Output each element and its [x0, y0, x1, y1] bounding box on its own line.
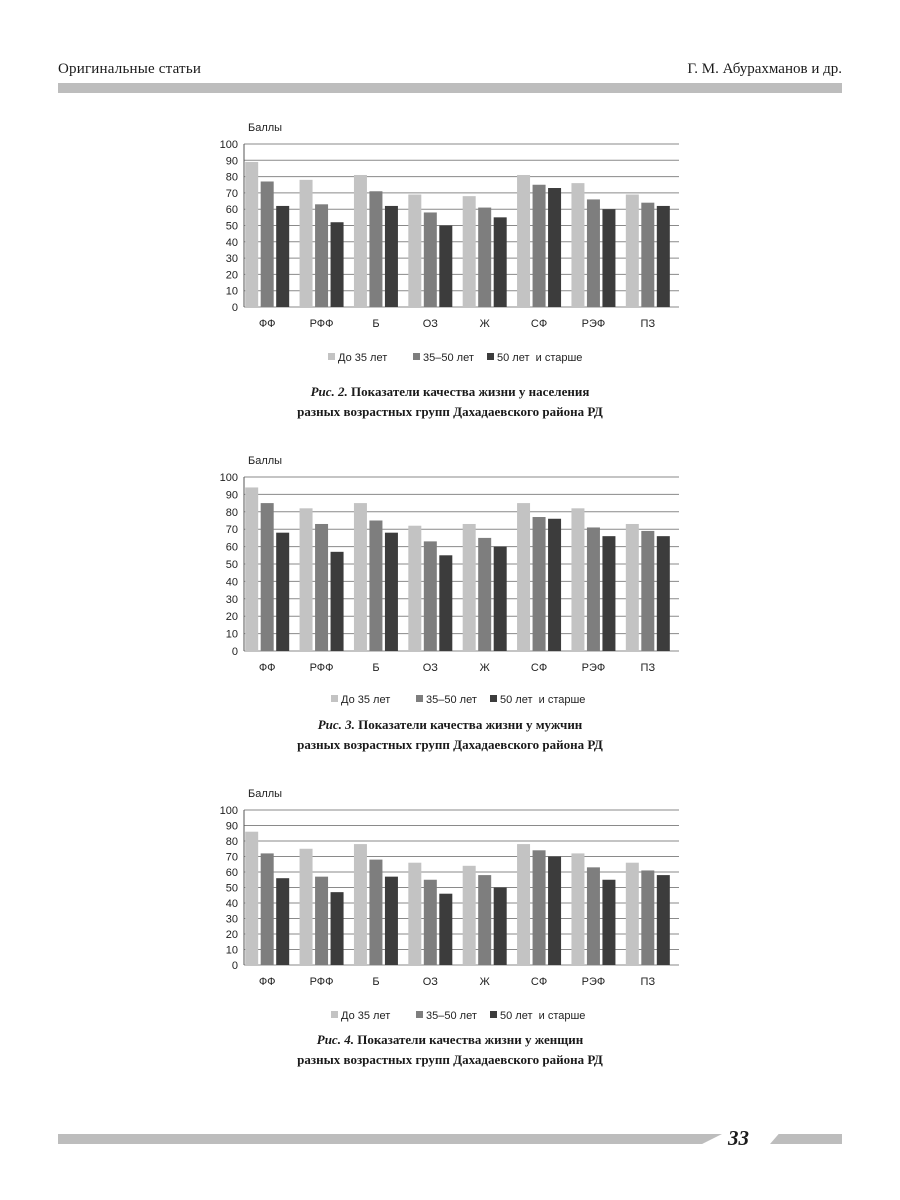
legend-label: До 35 лет — [341, 1010, 391, 1022]
figure-4-caption-line2: разных возрастных групп Дахадаевского района РД — [297, 1052, 603, 1067]
figure-2-chart — [200, 115, 700, 375]
x-category-label: РФФ — [309, 976, 334, 988]
bar — [424, 212, 437, 307]
legend-swatch — [331, 695, 338, 702]
bar — [315, 204, 328, 307]
bar — [602, 880, 615, 965]
bar — [245, 162, 258, 307]
running-head-section: Оригинальные статьи — [58, 61, 202, 77]
bar — [331, 552, 344, 651]
bar — [533, 850, 546, 965]
x-category-label: Ж — [479, 976, 490, 988]
bar — [385, 877, 398, 965]
x-category-label: ФФ — [258, 318, 276, 330]
bar — [315, 877, 328, 965]
running-head-authors: Г. М. Абурахманов и др. — [687, 61, 842, 77]
footer-rule-right — [770, 1134, 842, 1144]
bar — [478, 538, 491, 651]
x-category-label: Б — [372, 662, 380, 674]
bar — [245, 487, 258, 651]
bar — [369, 521, 382, 652]
x-category-label: РЭФ — [581, 976, 606, 988]
bar — [354, 503, 367, 651]
bar — [463, 196, 476, 307]
y-tick-label: 60 — [225, 867, 238, 879]
bar — [657, 206, 670, 307]
bar — [408, 526, 421, 651]
y-axis-title: Баллы — [248, 788, 283, 800]
x-category-label: РЭФ — [581, 662, 606, 674]
bar — [369, 860, 382, 965]
legend-swatch — [413, 353, 420, 360]
y-tick-label: 0 — [231, 302, 238, 314]
bar — [494, 888, 507, 966]
x-category-label: ФФ — [258, 976, 276, 988]
bar — [626, 524, 639, 651]
bar — [463, 866, 476, 965]
x-category-label: РФФ — [309, 318, 334, 330]
figure-3-caption-line2: разных возрастных групп Дахадаевского района РД — [297, 737, 603, 752]
bar — [494, 217, 507, 307]
y-tick-label: 60 — [225, 541, 238, 554]
bar — [300, 849, 313, 965]
y-tick-label: 40 — [225, 898, 238, 910]
legend-swatch — [328, 353, 335, 360]
legend-label: 50 лет и старше — [500, 1010, 586, 1022]
y-tick-label: 0 — [231, 960, 238, 972]
bar — [276, 206, 289, 307]
x-category-label: ОЗ — [422, 662, 438, 674]
y-tick-label: 10 — [225, 944, 238, 957]
y-tick-label: 70 — [225, 187, 238, 200]
x-category-label: Ж — [479, 318, 490, 330]
legend-swatch — [490, 695, 497, 702]
bar — [548, 188, 561, 307]
y-tick-label: 20 — [225, 611, 238, 624]
figure-2-label: Рис. 2. — [310, 384, 348, 399]
bar — [641, 203, 654, 307]
x-category-label: СФ — [530, 976, 548, 988]
figure-4-caption — [150, 1030, 750, 1070]
bar — [261, 853, 274, 965]
x-category-label: ПЗ — [640, 662, 656, 674]
bar — [626, 863, 639, 965]
bar — [641, 870, 654, 965]
x-category-label: Б — [372, 318, 380, 330]
x-category-label: РЭФ — [581, 318, 606, 330]
legend-label: 35–50 лет — [426, 1010, 477, 1022]
bar — [602, 209, 615, 307]
bar — [354, 844, 367, 965]
legend-label: 50 лет и старше — [500, 694, 586, 706]
bar — [602, 536, 615, 651]
bar — [571, 853, 584, 965]
x-category-label: Ж — [479, 662, 490, 674]
x-category-label: ПЗ — [640, 318, 656, 330]
x-category-label: Б — [372, 976, 380, 988]
x-category-label: ФФ — [258, 662, 276, 674]
y-tick-label: 70 — [225, 851, 238, 864]
y-tick-label: 100 — [219, 805, 238, 817]
x-category-label: РФФ — [309, 662, 334, 674]
legend-label: До 35 лет — [341, 694, 391, 706]
bar — [657, 536, 670, 651]
y-tick-label: 20 — [225, 269, 238, 282]
bar — [626, 195, 639, 307]
bar — [533, 185, 546, 307]
figure-3-caption-line1: Показатели качества жизни у мужчин — [358, 717, 583, 732]
y-tick-label: 50 — [225, 559, 238, 571]
y-tick-label: 100 — [219, 139, 238, 151]
figure-3-label: Рис. 3. — [317, 717, 355, 732]
figure-2-caption — [150, 382, 750, 422]
bar — [641, 531, 654, 651]
x-category-label: СФ — [530, 662, 548, 674]
bar — [517, 175, 530, 307]
x-category-label: СФ — [530, 318, 548, 330]
legend-label: До 35 лет — [338, 352, 388, 364]
bar — [494, 547, 507, 651]
y-tick-label: 90 — [225, 489, 238, 502]
bar — [533, 517, 546, 651]
y-tick-label: 30 — [225, 253, 238, 266]
figure-2-caption-line2: разных возрастных групп Дахадаевского района РД — [297, 404, 603, 419]
x-category-label: ОЗ — [422, 976, 438, 988]
bar — [385, 206, 398, 307]
figure-2-caption-line1: Показатели качества жизни у населения — [351, 384, 590, 399]
legend-swatch — [490, 1011, 497, 1018]
bar — [354, 175, 367, 307]
bar — [587, 199, 600, 307]
figure-3-caption — [150, 715, 750, 755]
y-tick-label: 40 — [225, 576, 238, 589]
bar — [424, 541, 437, 651]
bar — [478, 208, 491, 307]
bar — [548, 857, 561, 966]
figure-4-caption-line1: Показатели качества жизни у женщин — [357, 1032, 584, 1047]
y-tick-label: 90 — [225, 155, 238, 168]
y-tick-label: 80 — [225, 171, 238, 184]
bar — [657, 875, 670, 965]
y-tick-label: 10 — [225, 628, 238, 641]
legend-label: 35–50 лет — [426, 694, 477, 706]
y-axis-title: Баллы — [248, 122, 283, 134]
y-tick-label: 80 — [225, 506, 238, 519]
bar — [331, 892, 344, 965]
y-tick-label: 0 — [231, 646, 238, 658]
bar — [439, 894, 452, 965]
bar — [517, 844, 530, 965]
figure-4-label: Рис. 4. — [316, 1032, 354, 1047]
footer-rule-left — [58, 1134, 722, 1144]
bar — [587, 527, 600, 651]
bar — [315, 524, 328, 651]
bar — [300, 508, 313, 651]
header-rule — [58, 83, 842, 93]
y-tick-label: 50 — [225, 220, 238, 233]
y-tick-label: 30 — [225, 913, 238, 926]
figure-4-chart — [200, 784, 700, 1029]
bar — [408, 195, 421, 307]
y-tick-label: 40 — [225, 236, 238, 249]
bar — [439, 226, 452, 308]
bar — [261, 503, 274, 651]
page-number: 33 — [728, 1126, 749, 1150]
bar — [571, 508, 584, 651]
x-category-label: ПЗ — [640, 976, 656, 988]
bar — [587, 867, 600, 965]
y-tick-label: 90 — [225, 820, 238, 833]
bar — [385, 533, 398, 651]
bar — [463, 524, 476, 651]
bar — [548, 519, 561, 651]
y-tick-label: 50 — [225, 882, 238, 895]
bar — [439, 555, 452, 651]
legend-swatch — [331, 1011, 338, 1018]
bar — [276, 533, 289, 651]
y-axis-title: Баллы — [248, 455, 283, 467]
legend-label: 35–50 лет — [423, 352, 474, 364]
legend-swatch — [416, 695, 423, 702]
bar — [261, 181, 274, 307]
legend-label: 50 лет и старше — [497, 352, 583, 364]
bar — [424, 880, 437, 965]
bar — [369, 191, 382, 307]
y-tick-label: 80 — [225, 836, 238, 848]
bar — [245, 832, 258, 965]
bar — [408, 863, 421, 965]
x-category-label: ОЗ — [422, 318, 438, 330]
bar — [300, 180, 313, 307]
bar — [331, 222, 344, 307]
bar — [276, 878, 289, 965]
bar — [517, 503, 530, 651]
y-tick-label: 10 — [225, 285, 238, 298]
y-tick-label: 30 — [225, 593, 238, 606]
bar — [571, 183, 584, 307]
legend-swatch — [416, 1011, 423, 1018]
figure-3-chart — [200, 450, 700, 715]
bar — [478, 875, 491, 965]
legend-swatch — [487, 353, 494, 360]
y-tick-label: 100 — [219, 472, 238, 484]
y-tick-label: 60 — [225, 204, 238, 217]
y-tick-label: 70 — [225, 524, 238, 537]
y-tick-label: 20 — [225, 929, 238, 941]
